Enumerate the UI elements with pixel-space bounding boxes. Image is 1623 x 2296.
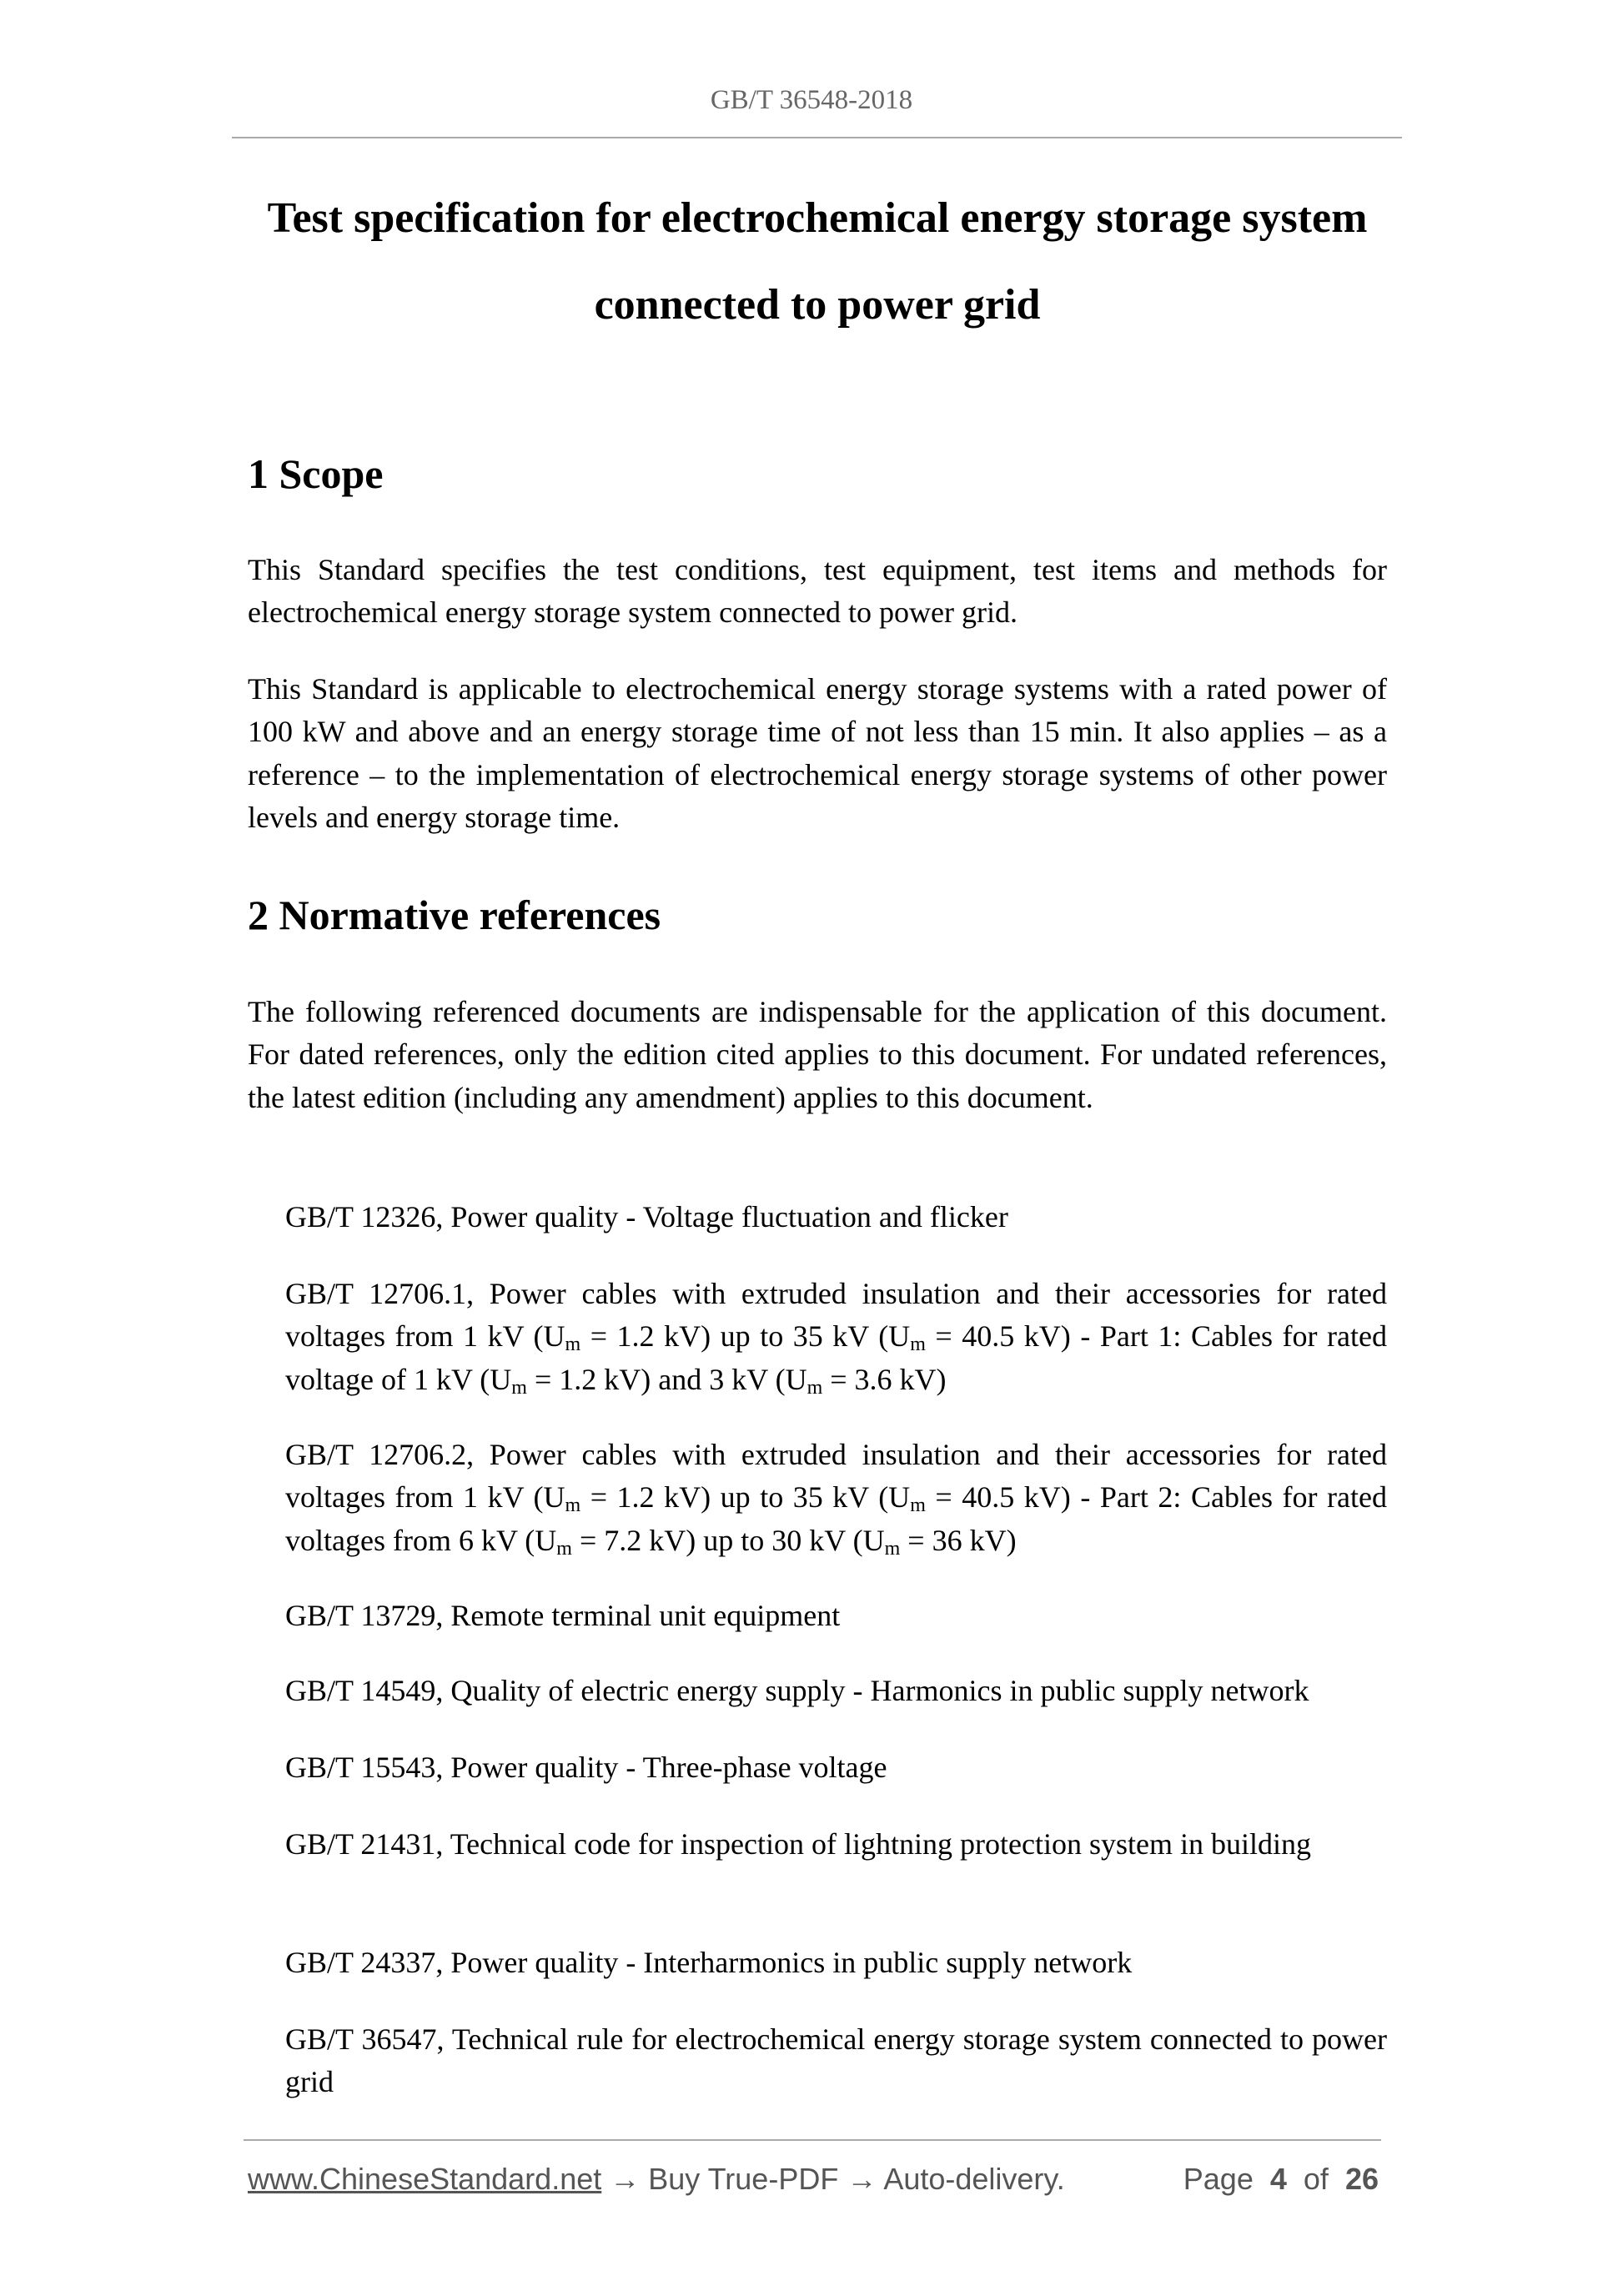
reference-text: = 36 kV) (900, 1523, 1017, 1557)
footer-promo-text: → Buy True-PDF → Auto-delivery. (601, 2162, 1065, 2196)
reference-item (285, 1595, 1387, 1637)
subscript: m (565, 1334, 581, 1356)
subscript: m (910, 1495, 926, 1517)
section-heading-scope: 1 Scope (248, 450, 384, 497)
page-footer (248, 2158, 1379, 2200)
reference-item (285, 1196, 1387, 1238)
title-line-2: connected to power grid (594, 281, 1041, 329)
reference-text: GB/T 21431, Technical code for inspection of lightning protection system in building (285, 1827, 1311, 1861)
subscript: m (884, 1537, 901, 1560)
subscript: m (910, 1334, 926, 1356)
footer-promo (248, 2158, 1065, 2200)
reference-item (285, 1434, 1387, 1562)
document-title (234, 175, 1401, 349)
section-heading-normative-references: 2 Normative references (248, 892, 661, 938)
page-indicator: Page 4 of 26 (1183, 2162, 1379, 2196)
reference-text: GB/T 14549, Quality of electric energy supply - Harmonics in public supply network (285, 1674, 1309, 1707)
subscript: m (511, 1376, 527, 1399)
paragraph: This Standard specifies the test conditions, test equipment, test items and methods for electrochemical energy storage system connected to power grid. (248, 553, 1387, 630)
reference-item (285, 1273, 1387, 1401)
reference-text: GB/T 13729, Remote terminal unit equipment (285, 1599, 841, 1632)
subscript: m (565, 1495, 581, 1517)
subscript: m (806, 1376, 823, 1399)
reference-text: = 1.2 kV) and 3 kV (U (526, 1362, 807, 1396)
paragraph: This Standard is applicable to electrochemical energy storage systems with a rated power of 100 kW and above and an energy storage time of not less than 15 min. It also applies – as a reference – to the implementation of electrochemical energy storage systems of other power levels and energy storage time. (248, 672, 1387, 834)
paragraph: The following referenced documents are indispensable for the application of this document. For dated references, only the edition cited applies to this document. For undated references, the latest edition (including any amendment) applies to this document. (248, 995, 1387, 1114)
reference-text: = 40.5 kV) - Part 1: Cables for rated voltage of 1 kV (U (285, 1319, 1387, 1396)
reference-item (285, 1942, 1387, 1984)
reference-text: = 1.2 kV) up to 35 kV (U (580, 1480, 911, 1515)
title-line-1: Test specification for electrochemical energy storage system (267, 194, 1368, 242)
reference-item (285, 2018, 1387, 2104)
reference-text: GB/T 12706.1, Power cables with extruded insulation and their accessories for rated voltages from 1 kV (U (285, 1277, 1387, 1354)
current-page: 4 (1269, 2162, 1287, 2196)
reference-text: = 3.6 kV) (822, 1362, 947, 1396)
reference-text: GB/T 12326, Power quality - Voltage fluctuation and flicker (285, 1200, 1008, 1233)
reference-text: = 1.2 kV) up to 35 kV (U (580, 1319, 911, 1354)
reference-item (285, 1823, 1387, 1866)
reference-text: = 7.2 kV) up to 30 kV (U (571, 1523, 885, 1557)
reference-text: = 40.5 kV) - Part 2: Cables for rated voltages from 6 kV (U (285, 1480, 1387, 1557)
reference-item (285, 1670, 1387, 1712)
total-pages: 26 (1344, 2162, 1379, 2196)
reference-text: GB/T 36547, Technical rule for electrochemical energy storage system connected to power grid (285, 2022, 1387, 2099)
reference-text: GB/T 15543, Power quality - Three-phase voltage (285, 1751, 887, 1784)
reference-item (285, 1746, 1387, 1789)
reference-text: GB/T 12706.2, Power cables with extruded insulation and their accessories for rated voltages from 1 kV (U (285, 1438, 1387, 1515)
header-divider (232, 137, 1402, 138)
footer-divider (244, 2139, 1381, 2141)
running-header: GB/T 36548-2018 (710, 85, 913, 115)
subscript: m (556, 1537, 572, 1560)
website-link[interactable]: www.ChineseStandard.net (248, 2162, 602, 2196)
reference-text: GB/T 24337, Power quality - Interharmonics in public supply network (285, 1946, 1133, 1979)
